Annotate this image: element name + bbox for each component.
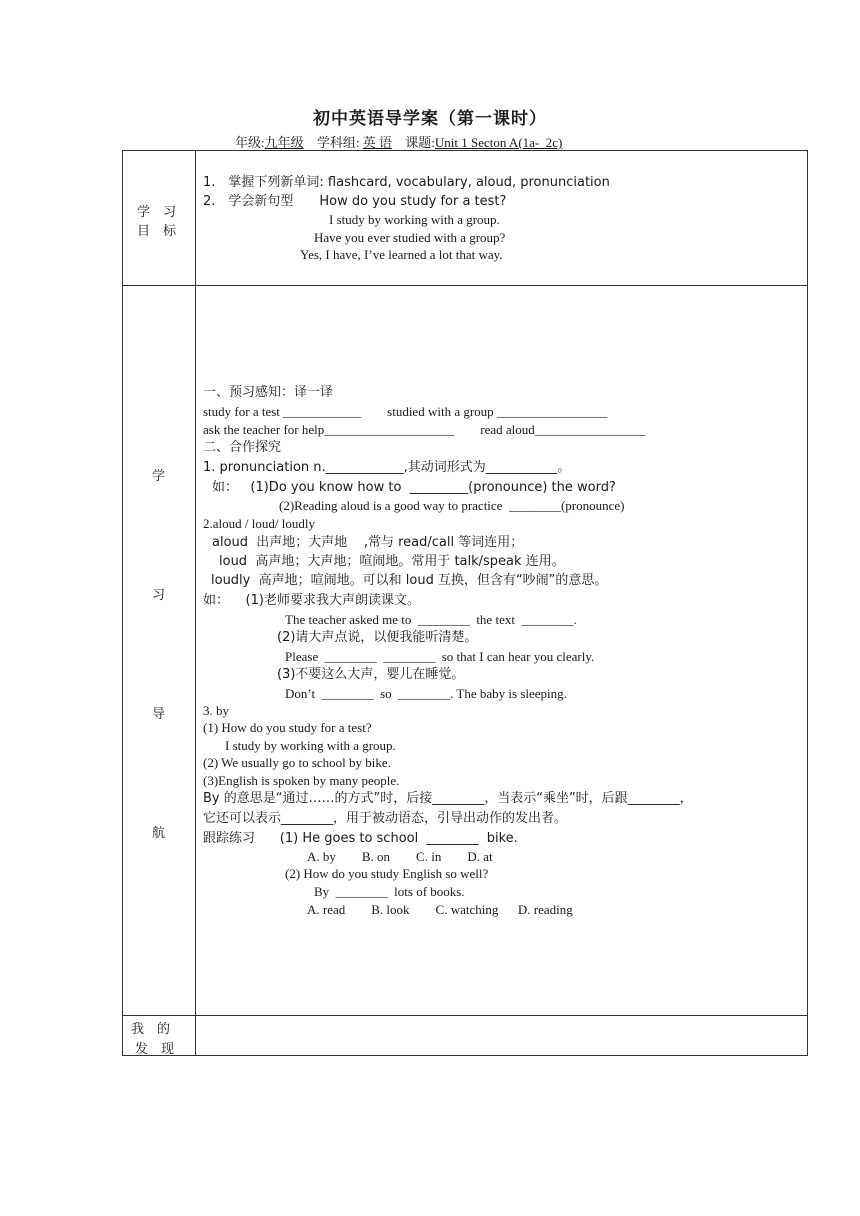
row-divider-1: [122, 285, 808, 286]
objective-line: 1. 掌握下列新单词: flashcard, vocabulary, aloud, pronunciation: [203, 175, 610, 190]
guide-label-2: 习: [152, 588, 166, 603]
table-right-border: [807, 150, 808, 1056]
grade-value: 九年级: [264, 135, 304, 150]
guide-line: (2) How do you study English so well?: [285, 866, 489, 881]
objective-line: I study by working with a group.: [329, 212, 500, 227]
guide-label-3: 导: [152, 707, 166, 722]
guide-line: loudly 高声地；喧闹地。可以和 loud 互换，但含有“吵闹”的意思。: [211, 573, 608, 588]
found-label-line1: 我 的: [131, 1022, 171, 1037]
guide-line: I study by working with a group.: [225, 738, 396, 753]
guide-line: 二、合作探究: [203, 440, 282, 455]
column-divider: [195, 150, 196, 1056]
guide-line: By 的意思是“通过……的方式”时，后接________，当表示“乘坐”时，后跟________，: [203, 791, 693, 806]
topic-value: Unit 1 Secton A(1a-_2c): [434, 135, 563, 150]
guide-line: 2.aloud / loud/ loudly: [203, 516, 315, 531]
guide-line: (2)Reading aloud is a good way to practice ________(pronounce): [279, 498, 625, 513]
table-bottom-border: [122, 1055, 808, 1056]
table-top-border: [122, 150, 808, 151]
guide-line: A. read B. look C. watching D. reading: [307, 902, 573, 917]
table-left-border: [122, 150, 123, 1056]
guide-line: The teacher asked me to ________ the text ________.: [285, 612, 577, 627]
guide-label-1: 学: [152, 469, 166, 484]
guide-line: Don’t ________ so ________. The baby is sleeping.: [285, 686, 567, 701]
guide-line: (3)English is spoken by many people.: [203, 773, 400, 788]
page-title: 初中英语导学案（第一课时）: [313, 109, 547, 129]
guide-line: (2)请大声点说，以便我能听清楚。: [277, 630, 478, 645]
goal-label-line1: 学 习: [137, 205, 177, 220]
guide-line: 3. by: [203, 703, 229, 718]
objective-line: Yes, I have, I’ve learned a lot that way.: [300, 247, 503, 262]
guide-line: Please ________ ________ so that I can hear you clearly.: [285, 649, 595, 664]
guide-line: 如： (1)老师要求我大声朗读课文。: [203, 593, 420, 608]
guide-line: study for a test ____________ studied with a group _________________: [203, 404, 608, 419]
row-divider-2: [122, 1015, 808, 1016]
guide-line: 如： (1)Do you know how to _________(pronounce) the word?: [212, 480, 616, 495]
guide-line: 1. pronunciation n.____________,其动词形式为___________。: [203, 460, 571, 475]
guide-line: 跟踪练习 (1) He goes to school ________ bike.: [203, 831, 518, 846]
grade-label: 年级:: [235, 135, 265, 150]
guide-line: (2) We usually go to school by bike.: [203, 755, 391, 770]
subject-value: 英 语: [362, 135, 393, 150]
found-label-line2: 发 现: [135, 1042, 175, 1057]
guide-line: By ________ lots of books.: [314, 884, 465, 899]
subject-label: 学科组:: [316, 135, 360, 150]
guide-label-4: 航: [152, 826, 166, 841]
objective-line: 2. 学会新句型 How do you study for a test?: [203, 194, 507, 209]
topic-label: 课题:: [405, 135, 435, 150]
guide-line: ask the teacher for help____________________ read aloud_________________: [203, 422, 646, 437]
guide-line: aloud 出声地；大声地 ,常与 read/call 等词连用；: [212, 535, 524, 550]
guide-line: (3)不要这么大声，婴儿在睡觉。: [277, 667, 465, 682]
goal-label-line2: 目 标: [137, 224, 177, 239]
guide-line: (1) How do you study for a test?: [203, 720, 372, 735]
header-info: [235, 132, 562, 151]
guide-line: 一、预习感知：译一译: [203, 385, 334, 400]
guide-line: loud 高声地；大声地；喧闹地。常用于 talk/speak 连用。: [219, 554, 565, 569]
guide-line: 它还可以表示________，用于被动语态，引导出动作的发出者。: [203, 811, 568, 826]
objective-line: Have you ever studied with a group?: [314, 230, 506, 245]
guide-line: A. by B. on C. in D. at: [307, 849, 493, 864]
